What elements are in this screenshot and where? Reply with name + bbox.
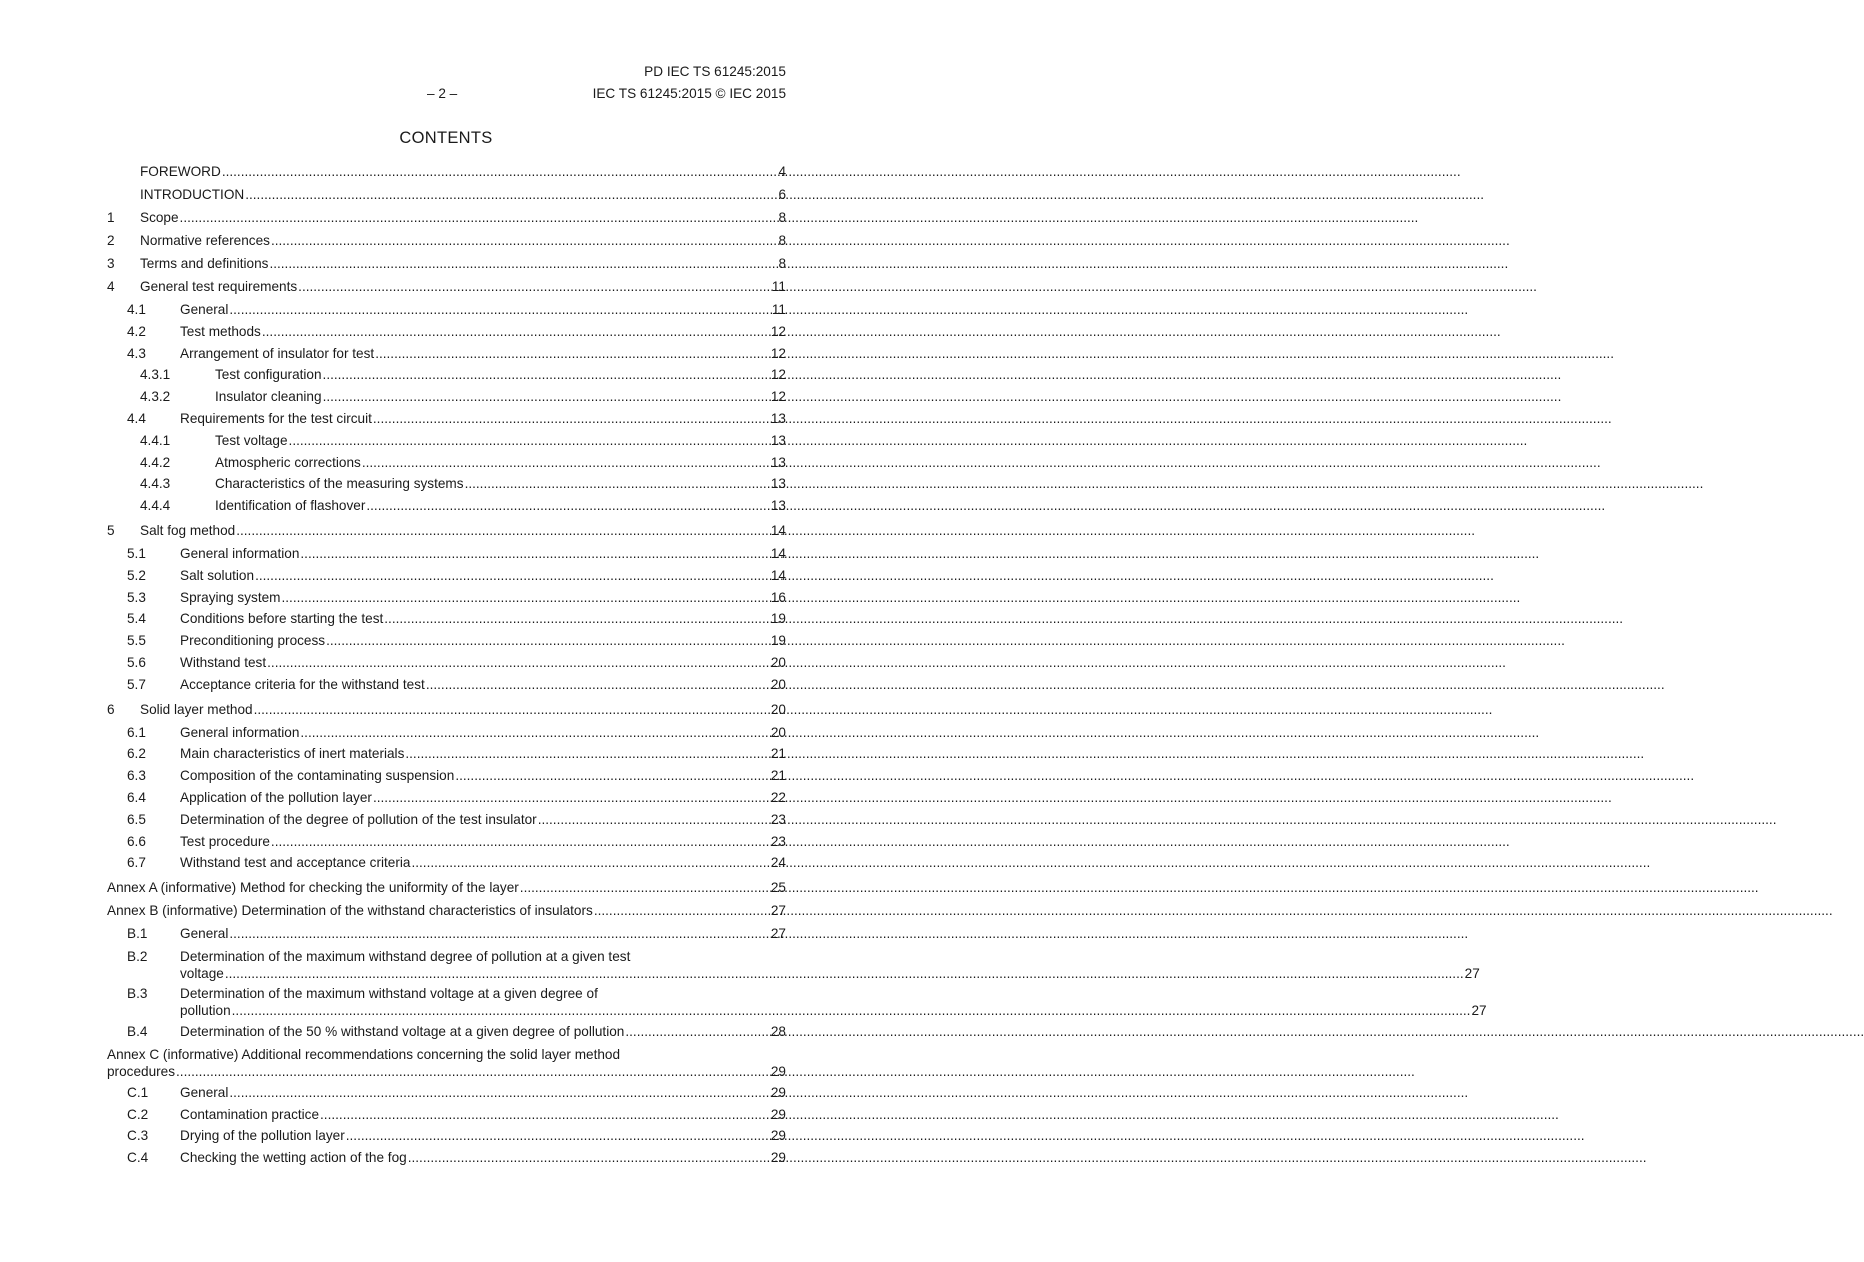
toc-entry-line [107, 1063, 786, 1080]
toc-leader-dots [281, 587, 769, 609]
toc-entry[interactable] [107, 1104, 786, 1126]
toc-entry-line [107, 299, 786, 321]
toc-page-number: 13 [770, 432, 786, 448]
toc-entry-number: 4.1 [127, 302, 146, 317]
toc-entry-line [107, 1147, 786, 1169]
toc-leader-dots [538, 809, 770, 831]
toc-page-number: 29 [770, 1063, 786, 1079]
toc-entry[interactable] [107, 923, 786, 945]
toc-entry[interactable] [107, 1082, 786, 1104]
toc-entry-title: Acceptance criteria for the withstand test [180, 676, 425, 692]
toc-entry-line [107, 674, 786, 696]
toc-entry[interactable] [107, 278, 786, 296]
toc-entry-title: General information [180, 724, 300, 740]
toc-page-number: 20 [770, 676, 786, 692]
toc-page-number: 12 [770, 389, 786, 405]
toc-page-number: 24 [770, 855, 786, 871]
toc-entry-line [107, 321, 786, 343]
header-document-id: PD IEC TS 61245:2015 [644, 64, 786, 79]
toc-entry-title: Identification of flashover [215, 498, 366, 514]
toc-page-number: 20 [770, 701, 786, 717]
toc-entry-number: C.3 [127, 1128, 149, 1144]
toc-entry-number: B.4 [127, 1023, 148, 1039]
toc-entry-number: 6.1 [127, 724, 146, 740]
toc-entry-line [107, 386, 786, 408]
toc-entry[interactable] [107, 852, 786, 874]
toc-page-number: 21 [770, 768, 786, 784]
toc-entry-number: 4.3 [127, 345, 146, 361]
toc-entry[interactable] [107, 674, 786, 696]
toc-entry[interactable] [107, 809, 786, 831]
toc-entry-title: Insulator cleaning [215, 389, 322, 405]
toc-entry-line [107, 209, 786, 227]
toc-entry[interactable] [107, 1021, 786, 1043]
toc-page-number: 12 [770, 367, 786, 383]
toc-page-number: 11 [771, 302, 786, 317]
toc-entry-title: General [180, 926, 229, 942]
toc-page-number: 14 [770, 545, 786, 561]
toc-entry-title: Spraying system [180, 589, 281, 605]
toc-leader-dots [229, 923, 770, 945]
toc-page-number: 29 [770, 1106, 786, 1122]
toc-entry-title: Withstand test [180, 654, 267, 670]
toc-entry-title: Determination of the degree of pollution of the test insulator [180, 811, 537, 827]
toc-entry-line [107, 364, 786, 386]
toc-entry-title: Determination of the 50 % withstand voltage at a given degree of pollution [180, 1023, 625, 1039]
toc-entry[interactable] [107, 701, 786, 719]
toc-page-number: 20 [770, 654, 786, 670]
toc-entry[interactable] [107, 787, 786, 809]
toc-entry-title: Requirements for the test circuit [180, 410, 372, 426]
toc-entry-number: 6 [107, 701, 115, 717]
toc-page-number: 16 [770, 589, 786, 605]
toc-leader-dots [222, 163, 778, 181]
toc-entry-title: Scope [140, 210, 179, 225]
toc-entry-number: 6.7 [127, 855, 146, 871]
toc-entry-line [180, 1002, 1487, 1019]
toc-entry-number: 4.4.2 [140, 454, 171, 470]
toc-entry-title: Drying of the pollution layer [180, 1128, 345, 1144]
toc-leader-dots [225, 965, 1464, 982]
toc-leader-dots [346, 1125, 770, 1147]
toc-entry-line [107, 278, 786, 296]
toc-entry-number: 4.2 [127, 323, 146, 339]
toc-page-number: 13 [770, 410, 786, 426]
toc-leader-dots [300, 543, 769, 565]
toc-leader-dots [326, 630, 770, 652]
toc-leader-dots [411, 852, 769, 874]
contents-title: CONTENTS [399, 129, 493, 147]
toc-leader-dots [236, 522, 770, 540]
toc-page-number: 29 [770, 1084, 786, 1100]
toc-entry-line [107, 452, 786, 474]
toc-entry-line [107, 923, 786, 945]
toc-entry-number: 4.4.3 [140, 476, 171, 492]
toc-entry-line [107, 543, 786, 565]
toc-entry-number: 4.4 [127, 410, 146, 426]
toc-entry-line [107, 1021, 786, 1043]
toc-entry[interactable] [107, 608, 786, 630]
toc-page-number: 25 [770, 880, 786, 896]
toc-entry-title: Determination of the maximum withstand voltage at a given degree of [180, 985, 598, 1001]
toc-leader-dots [232, 1002, 1471, 1019]
toc-entry-title: Terms and definitions [140, 256, 269, 271]
toc-leader-dots [366, 495, 770, 517]
toc-page-number: 23 [770, 833, 786, 849]
toc-entry-title: pollution [180, 1002, 231, 1018]
toc-leader-dots [271, 831, 770, 853]
toc-page-number: 8 [778, 256, 786, 271]
toc-entry-title: Contamination practice [180, 1106, 320, 1122]
toc-entry-title: Solid layer method [140, 701, 253, 717]
toc-page-number: 12 [770, 345, 786, 361]
toc-page-number: 19 [770, 611, 786, 627]
toc-entry-line [107, 630, 786, 652]
toc-leader-dots [455, 765, 770, 787]
toc-leader-dots [267, 652, 770, 674]
toc-entry-title: General [180, 302, 229, 317]
toc-entry-number: 6.3 [127, 768, 146, 784]
toc-leader-dots [229, 1082, 770, 1104]
toc-entry-line [107, 186, 786, 204]
toc-entry-title: Test voltage [215, 432, 288, 448]
toc-leader-dots [625, 1021, 770, 1043]
toc-page-number: 11 [771, 279, 786, 294]
toc-entry-number: C.2 [127, 1106, 149, 1122]
toc-entry-number: 4.4.4 [140, 498, 171, 514]
toc-entry-title: Conditions before starting the test [180, 611, 384, 627]
toc-entry[interactable] [107, 408, 786, 430]
toc-entry-line [107, 608, 786, 630]
toc-entry-line [107, 1082, 786, 1104]
toc-page-number: 8 [778, 210, 786, 225]
toc-leader-dots [176, 1063, 770, 1080]
toc-entry[interactable] [107, 209, 786, 227]
toc-leader-dots [362, 452, 770, 474]
toc-leader-dots [426, 674, 770, 696]
toc-page-number: 8 [778, 233, 786, 248]
header-row [107, 86, 786, 104]
toc-page-number: 14 [770, 522, 786, 538]
toc-entry-number: B.2 [127, 948, 148, 964]
toc-leader-dots [269, 255, 777, 273]
toc-entry-number: B.1 [127, 926, 148, 942]
toc-entry-line [107, 408, 786, 430]
toc-entry[interactable] [107, 543, 786, 565]
toc-leader-dots [300, 722, 769, 744]
toc-leader-dots [289, 430, 770, 452]
toc-page-number: 21 [770, 746, 786, 762]
toc-leader-dots [229, 299, 771, 321]
toc-entry-line [107, 879, 786, 897]
toc-entry[interactable] [107, 452, 786, 474]
page-number: – 2 – [427, 86, 458, 101]
toc-entry-body [180, 985, 1487, 1019]
toc-entry-line [180, 965, 1480, 982]
toc-entry[interactable] [107, 630, 786, 652]
toc-entry[interactable] [107, 163, 786, 181]
toc-entry-title: Annex B (informative) Determination of the withstand characteristics of insulators [107, 903, 593, 919]
toc-page-number: 29 [770, 1128, 786, 1144]
toc-entry-title: voltage [180, 965, 224, 981]
toc-annex-entry[interactable] [107, 902, 786, 920]
toc-entry[interactable] [107, 831, 786, 853]
toc-entry-line [107, 232, 786, 250]
toc-leader-dots [180, 209, 778, 227]
toc-entry-number: 1 [107, 210, 115, 225]
toc-leader-dots [245, 186, 777, 204]
toc-page-number: 13 [770, 454, 786, 470]
toc-entry[interactable] [107, 722, 786, 744]
toc-entry-title: FOREWORD [140, 164, 221, 179]
toc-page-number: 28 [770, 1023, 786, 1039]
toc-leader-dots [375, 343, 770, 365]
toc-entry-title: Arrangement of insulator for test [180, 345, 375, 361]
toc-entry-line [107, 852, 786, 874]
toc-leader-dots [373, 787, 770, 809]
toc-entry-line [107, 343, 786, 365]
toc-page-number: 6 [778, 187, 786, 202]
toc-page-number: 23 [770, 811, 786, 827]
toc-entry-title: Normative references [140, 233, 270, 248]
toc-page-number: 19 [770, 633, 786, 649]
toc-leader-dots [594, 902, 770, 920]
toc-entry-title: Determination of the maximum withstand degree of pollution at a given test [180, 948, 631, 964]
toc-entry-stack [107, 985, 1487, 1019]
toc-entry[interactable] [107, 495, 786, 517]
toc-entry-number: C.4 [127, 1150, 149, 1166]
toc-entry[interactable] [107, 186, 786, 204]
toc-entry-title: General [180, 1084, 229, 1100]
toc-entry-number: 2 [107, 233, 115, 248]
toc-entry-number: 5.6 [127, 654, 146, 670]
toc-entry-number: 3 [107, 256, 115, 271]
toc-leader-dots [254, 701, 770, 719]
toc-entry[interactable] [107, 473, 786, 495]
toc-page-number: 20 [770, 724, 786, 740]
toc-entry-number: 5.3 [127, 589, 146, 605]
toc-leader-dots [298, 278, 771, 296]
toc-entry-body [180, 948, 1480, 982]
toc-entry-line [107, 163, 786, 181]
toc-entry-title: Test configuration [215, 367, 322, 383]
toc-leader-dots [271, 232, 777, 250]
toc-page-number: 27 [770, 926, 786, 942]
toc-entry-number: 4.3.2 [140, 389, 171, 405]
toc-entry[interactable] [107, 386, 786, 408]
toc-page-number: 14 [770, 567, 786, 583]
toc-annex-entry[interactable] [107, 1046, 786, 1080]
toc-entry-line [107, 743, 786, 765]
toc-entry-number: 4.4.1 [140, 432, 171, 448]
toc-entry-line [107, 809, 786, 831]
toc-entry-title: Preconditioning process [180, 633, 326, 649]
toc-entry-number: 6.2 [127, 746, 146, 762]
toc-entry[interactable] [107, 522, 786, 540]
toc-entry[interactable] [107, 1147, 786, 1169]
toc-entry-title: General test requirements [140, 279, 298, 294]
toc-entry-title: Test methods [180, 323, 261, 339]
toc-entry-line [107, 722, 786, 744]
toc-entry-title: Annex A (informative) Method for checking the uniformity of the layer [107, 880, 519, 896]
toc-entry-line [107, 495, 786, 517]
toc-entry-title: Salt fog method [140, 522, 236, 538]
toc-entry-line [107, 652, 786, 674]
toc-entry[interactable] [107, 343, 786, 365]
toc-entry[interactable] [107, 430, 786, 452]
toc-entry-line [107, 587, 786, 609]
toc-leader-dots [323, 364, 770, 386]
toc-entry[interactable] [107, 232, 786, 250]
toc-entry[interactable] [107, 1125, 786, 1147]
toc-entry-line [107, 255, 786, 273]
toc-entry-number: B.3 [127, 985, 148, 1001]
toc-leader-dots [465, 473, 770, 495]
toc-entry-title: Atmospheric corrections [215, 454, 361, 470]
toc-leader-dots [405, 743, 770, 765]
toc-entry-title: Composition of the contaminating suspension [180, 768, 455, 784]
toc-entry-number: 6.4 [127, 789, 146, 805]
toc-entry-title: Main characteristics of inert materials [180, 746, 405, 762]
toc-entry[interactable] [107, 321, 786, 343]
toc-entry[interactable] [107, 587, 786, 609]
table-of-contents [107, 163, 1487, 1169]
toc-page-number: 29 [770, 1150, 786, 1166]
toc-entry-title: Annex C (informative) Additional recommendations concerning the solid layer method [107, 1046, 621, 1062]
toc-leader-dots [373, 408, 770, 430]
toc-entry-number: 5.2 [127, 567, 146, 583]
toc-entry-title: Checking the wetting action of the fog [180, 1150, 407, 1166]
toc-entry-number: 4 [107, 279, 115, 294]
toc-entry-title: procedures [107, 1063, 176, 1079]
toc-entry-number: 5.4 [127, 611, 146, 627]
toc-leader-dots [408, 1147, 770, 1169]
toc-entry-number: 5.1 [127, 545, 146, 561]
toc-page-number: 27 [1471, 1002, 1487, 1018]
toc-leader-dots [255, 565, 770, 587]
toc-entry[interactable] [107, 985, 1487, 1019]
toc-entry-number: 5 [107, 522, 115, 538]
toc-entry-title: Withstand test and acceptance criteria [180, 855, 411, 871]
toc-entry-number: 5.5 [127, 633, 146, 649]
toc-page-number: 13 [770, 498, 786, 514]
toc-entry-number: C.1 [127, 1084, 149, 1100]
toc-entry-title: Application of the pollution layer [180, 789, 372, 805]
toc-entry-title: Salt solution [180, 567, 255, 583]
toc-entry-title: Characteristics of the measuring systems [215, 476, 464, 492]
toc-page-number: 27 [770, 903, 786, 919]
toc-entry-line [107, 765, 786, 787]
toc-entry-number: 6.6 [127, 833, 146, 849]
toc-entry[interactable] [107, 364, 786, 386]
toc-entry[interactable] [107, 255, 786, 273]
toc-leader-dots [384, 608, 770, 630]
toc-entry-line [107, 565, 786, 587]
toc-entry-line [107, 902, 786, 920]
toc-page-number: 13 [770, 476, 786, 492]
toc-entry-line [107, 701, 786, 719]
toc-page-number: 22 [770, 789, 786, 805]
toc-entry-number: 6.5 [127, 811, 146, 827]
toc-entry-title: Test procedure [180, 833, 270, 849]
toc-entry-line [107, 1125, 786, 1147]
header-document-reference: IEC TS 61245:2015 © IEC 2015 [592, 86, 786, 101]
toc-entry-line [107, 831, 786, 853]
toc-entry-line [107, 473, 786, 495]
toc-entry[interactable] [107, 299, 786, 321]
toc-entry-title: INTRODUCTION [140, 187, 245, 202]
toc-entry[interactable] [107, 948, 1480, 982]
toc-entry[interactable] [107, 565, 786, 587]
toc-entry-line [107, 522, 786, 540]
toc-entry-line [107, 787, 786, 809]
toc-leader-dots [323, 386, 770, 408]
toc-page-number: 12 [770, 323, 786, 339]
toc-entry-number: 5.7 [127, 676, 146, 692]
toc-entry[interactable] [107, 652, 786, 674]
toc-page-number: 4 [778, 164, 786, 179]
toc-entry-stack [107, 948, 1480, 982]
toc-entry[interactable] [107, 743, 786, 765]
toc-annex-entry[interactable] [107, 879, 786, 897]
toc-leader-dots [320, 1104, 770, 1126]
toc-entry-number: 4.3.1 [140, 367, 171, 383]
toc-page-number: 27 [1464, 965, 1480, 981]
toc-entry-line [107, 1104, 786, 1126]
toc-entry[interactable] [107, 765, 786, 787]
toc-leader-dots [520, 879, 770, 897]
toc-leader-dots [262, 321, 770, 343]
toc-entry-title: General information [180, 545, 300, 561]
toc-entry-line [107, 430, 786, 452]
